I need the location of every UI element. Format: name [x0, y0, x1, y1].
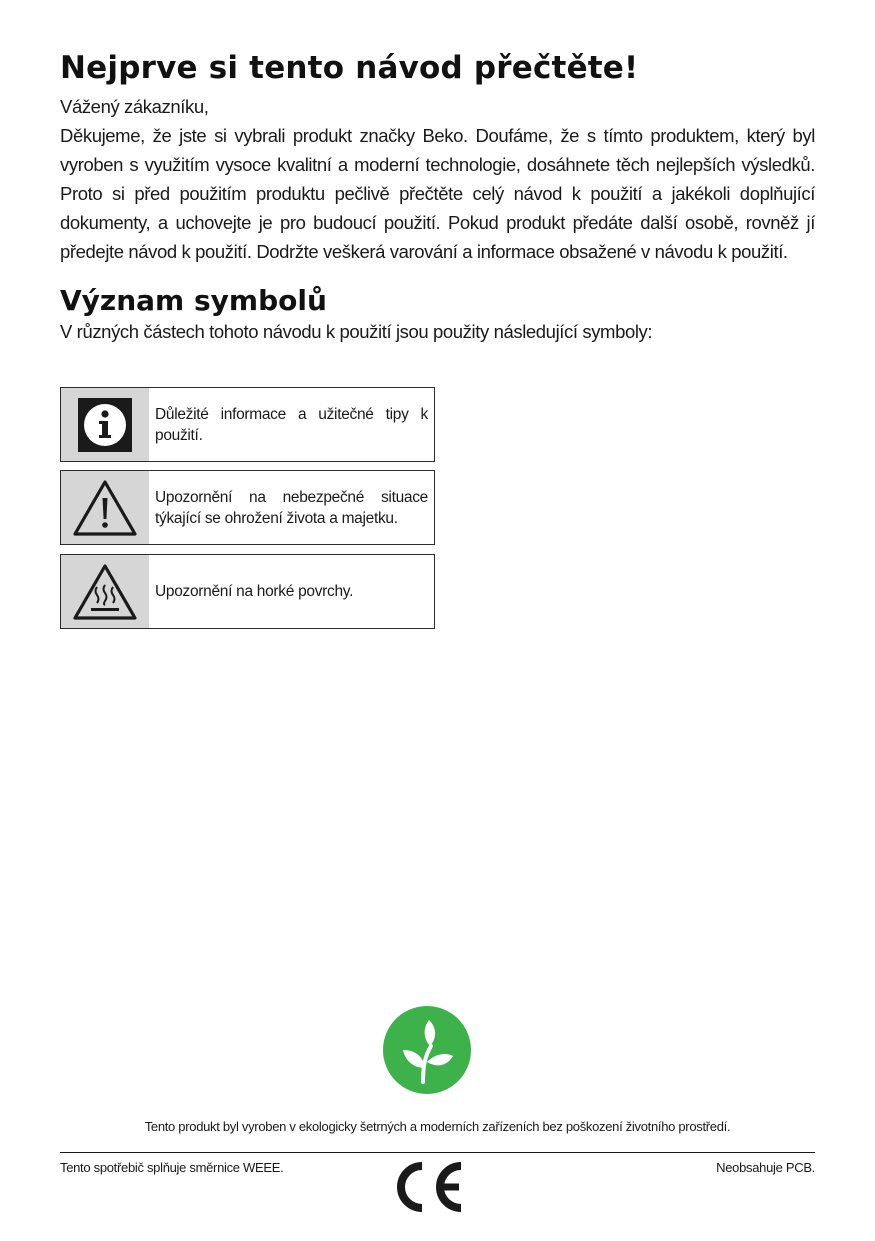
page-content: [60, 50, 815, 343]
greeting: Vážený zákazníku,: [60, 96, 209, 117]
symbol-icon-cell: [61, 555, 149, 628]
warning-icon: [72, 479, 138, 537]
eco-statement: Tento produkt byl vyroben v ekologicky šetrných a moderních zařízeních bez poškození životního prostředí.: [144, 1119, 731, 1134]
symbol-row-info: [60, 387, 435, 462]
weee-compliance-text: Tento spotřebič splňuje směrnice WEEE.: [60, 1160, 284, 1175]
symbols-intro: V různých částech tohoto návodu k použití jsou použity následující symboly:: [60, 321, 653, 342]
hot-surface-icon: [72, 563, 138, 621]
symbols-heading: Význam symbolů: [60, 284, 327, 317]
footer-divider: [60, 1152, 815, 1153]
intro-paragraph: Děkujeme, že jste si vybrali produkt značky Beko. Doufáme, že s tímto produktem, který byl vyroben s využitím vysoce kvalitní a moderní technologie, dosáhnete těch nejlepších výsledků. Proto si před použitím produktu pečlivě přečtěte celý návod k použití a jakékoli doplňující dokumenty, a uchovejte je pro budoucí použití. Pokud produkt předáte další osobě, rovněž jí předejte návod k použití. Dodržte veškerá varování a informace obsažené v návodu k použití.: [60, 125, 815, 262]
pcb-free-text: Neobsahuje PCB.: [716, 1160, 815, 1175]
symbol-row-warning: [60, 470, 435, 545]
symbol-icon-cell: [61, 388, 149, 461]
symbol-text-info: Důležité informace a užitečné tipy k použití.: [155, 405, 428, 444]
page-title: Nejprve si tento návod přečtěte!: [60, 50, 639, 86]
info-icon: [78, 398, 132, 452]
symbol-row-hot-surface: [60, 554, 435, 629]
ce-mark-icon: [389, 1160, 465, 1214]
symbol-text-warning: Upozornění na nebezpečné situace týkající se ohrožení života a majetku.: [155, 488, 428, 527]
symbol-text-hot-surface: Upozornění na horké povrchy.: [155, 583, 354, 600]
symbol-icon-cell: [61, 471, 149, 544]
intro-section: [60, 92, 815, 266]
eco-leaf-logo: [383, 1006, 471, 1094]
